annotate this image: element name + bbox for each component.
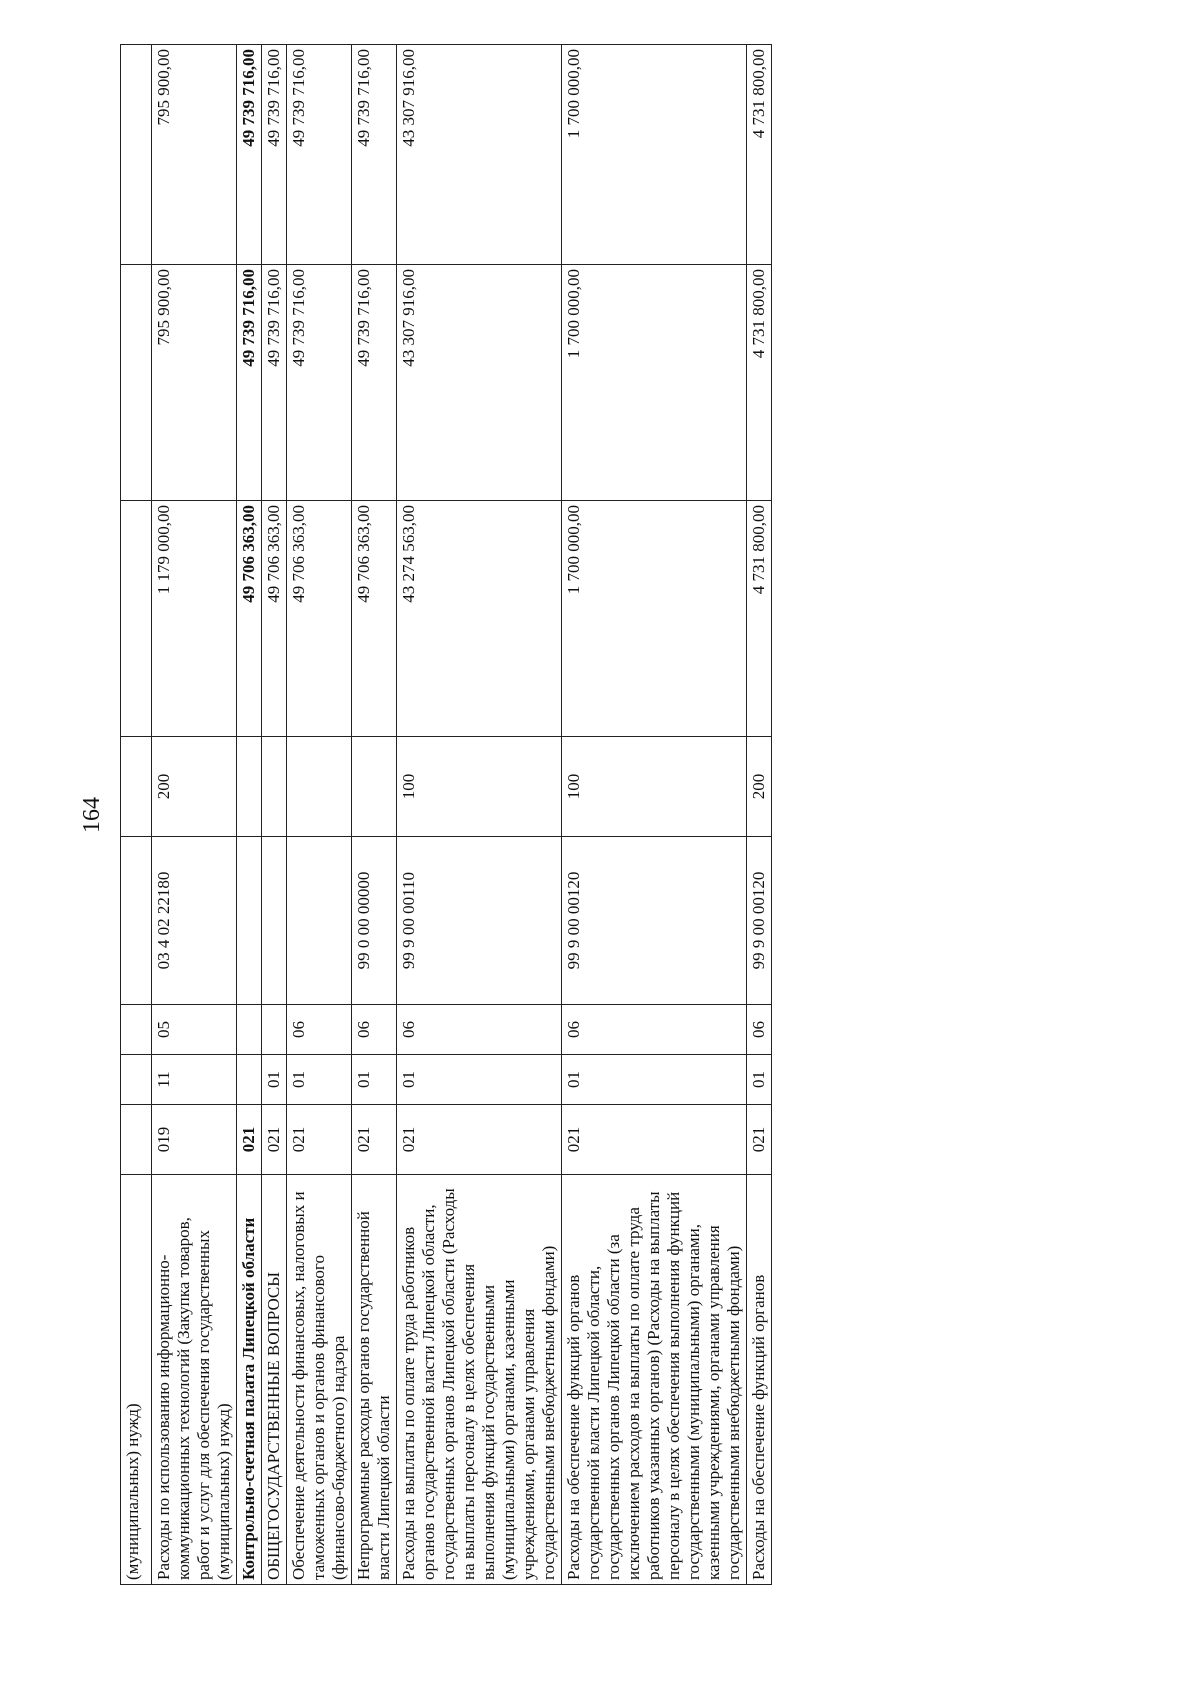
cell-target-article	[262, 837, 287, 1005]
cell-target-article: 99 9 00 00110	[397, 837, 562, 1005]
cell-amount-3	[121, 45, 152, 265]
cell-section: 01	[562, 1055, 747, 1105]
cell-section: 01	[287, 1055, 352, 1105]
cell-name: (муниципальных) нужд)	[121, 1175, 152, 1585]
cell-amount-3: 43 307 916,00	[397, 45, 562, 265]
cell-subsection: 06	[287, 1005, 352, 1055]
cell-section: 01	[262, 1055, 287, 1105]
cell-name: Непрограммные расходы органов государственной власти Липецкой области	[352, 1175, 397, 1585]
cell-name: Контрольно-счетная палата Липецкой области	[237, 1175, 262, 1585]
cell-amount-1: 4 731 800,00	[747, 501, 772, 737]
cell-expense-type: 200	[747, 737, 772, 837]
cell-expense-type	[287, 737, 352, 837]
cell-subsection: 06	[562, 1005, 747, 1055]
cell-target-article	[237, 837, 262, 1005]
cell-section: 01	[747, 1055, 772, 1105]
cell-target-article: 03 4 02 22180	[152, 837, 237, 1005]
cell-subsection: 06	[352, 1005, 397, 1055]
cell-target-article	[287, 837, 352, 1005]
cell-amount-1: 49 706 363,00	[287, 501, 352, 737]
cell-target-article	[121, 837, 152, 1005]
page-number: 164	[79, 797, 105, 833]
cell-name: Расходы на обеспечение функций органов	[747, 1175, 772, 1585]
cell-admin-code: 021	[352, 1105, 397, 1175]
cell-amount-3: 49 739 716,00	[237, 45, 262, 265]
cell-target-article: 99 0 00 00000	[352, 837, 397, 1005]
cell-subsection: 06	[747, 1005, 772, 1055]
rotated-page-content	[120, 45, 1020, 1585]
cell-amount-3: 49 739 716,00	[352, 45, 397, 265]
cell-name: Расходы по использованию информационно-коммуникационных технологий (Закупка товаров, работ и услуг для обеспечения государственных (муниципальных) нужд)	[152, 1175, 237, 1585]
cell-amount-1: 49 706 363,00	[352, 501, 397, 737]
table-row	[152, 45, 237, 1585]
cell-subsection	[262, 1005, 287, 1055]
cell-expense-type: 100	[562, 737, 747, 837]
cell-expense-type	[237, 737, 262, 837]
cell-amount-2: 49 739 716,00	[352, 265, 397, 501]
cell-section	[121, 1055, 152, 1105]
table-row	[121, 45, 152, 1585]
cell-expense-type	[262, 737, 287, 837]
cell-admin-code: 021	[262, 1105, 287, 1175]
cell-amount-2: 49 739 716,00	[262, 265, 287, 501]
cell-expense-type: 100	[397, 737, 562, 837]
table-row	[747, 45, 772, 1585]
cell-amount-2: 1 700 000,00	[562, 265, 747, 501]
cell-section: 01	[397, 1055, 562, 1105]
cell-name: Расходы на выплаты по оплате труда работников органов государственной власти Липецкой области, государственных органов Липецкой области (Расходы на выплаты персоналу в целях обеспечения выполнения функций государственными (муниципальными) органами, казенными учреждениями, органами управления государственными внебюджетными фондами)	[397, 1175, 562, 1585]
cell-amount-2: 43 307 916,00	[397, 265, 562, 501]
cell-amount-1: 1 700 000,00	[562, 501, 747, 737]
table-row	[352, 45, 397, 1585]
cell-admin-code: 021	[747, 1105, 772, 1175]
cell-target-article: 99 9 00 00120	[562, 837, 747, 1005]
cell-amount-1: 1 179 000,00	[152, 501, 237, 737]
cell-subsection: 06	[397, 1005, 562, 1055]
cell-expense-type	[352, 737, 397, 837]
cell-admin-code: 019	[152, 1105, 237, 1175]
cell-amount-2: 4 731 800,00	[747, 265, 772, 501]
table-row	[237, 45, 262, 1585]
cell-admin-code: 021	[287, 1105, 352, 1175]
budget-table-body	[121, 45, 772, 1585]
cell-admin-code	[121, 1105, 152, 1175]
cell-name: Расходы на обеспечение функций органов государственной власти Липецкой области, государственных органов Липецкой области (за исключением расходов на выплаты по оплате труда работников указанных органов) (Расходы на выплаты персоналу в целях обеспечения выполнения функций государственными (муниципальными) органами, казенными учреждениями, органами управления государственными внебюджетными фондами)	[562, 1175, 747, 1585]
cell-amount-3: 4 731 800,00	[747, 45, 772, 265]
cell-subsection: 05	[152, 1005, 237, 1055]
cell-admin-code: 021	[562, 1105, 747, 1175]
cell-amount-1	[121, 501, 152, 737]
cell-amount-2: 49 739 716,00	[237, 265, 262, 501]
cell-section	[237, 1055, 262, 1105]
cell-section: 11	[152, 1055, 237, 1105]
table-row	[287, 45, 352, 1585]
cell-amount-1: 43 274 563,00	[397, 501, 562, 737]
cell-amount-2: 795 900,00	[152, 265, 237, 501]
cell-amount-2: 49 739 716,00	[287, 265, 352, 501]
cell-name: ОБЩЕГОСУДАРСТВЕННЫЕ ВОПРОСЫ	[262, 1175, 287, 1585]
cell-amount-3: 49 739 716,00	[287, 45, 352, 265]
cell-target-article: 99 9 00 00120	[747, 837, 772, 1005]
cell-admin-code: 021	[237, 1105, 262, 1175]
budget-table	[120, 44, 772, 1585]
cell-section: 01	[352, 1055, 397, 1105]
cell-name: Обеспечение деятельности финансовых, налоговых и таможенных органов и органов финансового (финансово-бюджетного) надзора	[287, 1175, 352, 1585]
table-row	[562, 45, 747, 1585]
cell-expense-type: 200	[152, 737, 237, 837]
cell-admin-code: 021	[397, 1105, 562, 1175]
cell-amount-1: 49 706 363,00	[262, 501, 287, 737]
cell-subsection	[121, 1005, 152, 1055]
cell-subsection	[237, 1005, 262, 1055]
table-row	[397, 45, 562, 1585]
cell-amount-3: 49 739 716,00	[262, 45, 287, 265]
cell-amount-3: 795 900,00	[152, 45, 237, 265]
table-row	[262, 45, 287, 1585]
cell-amount-1: 49 706 363,00	[237, 501, 262, 737]
cell-amount-2	[121, 265, 152, 501]
cell-amount-3: 1 700 000,00	[562, 45, 747, 265]
cell-expense-type	[121, 737, 152, 837]
